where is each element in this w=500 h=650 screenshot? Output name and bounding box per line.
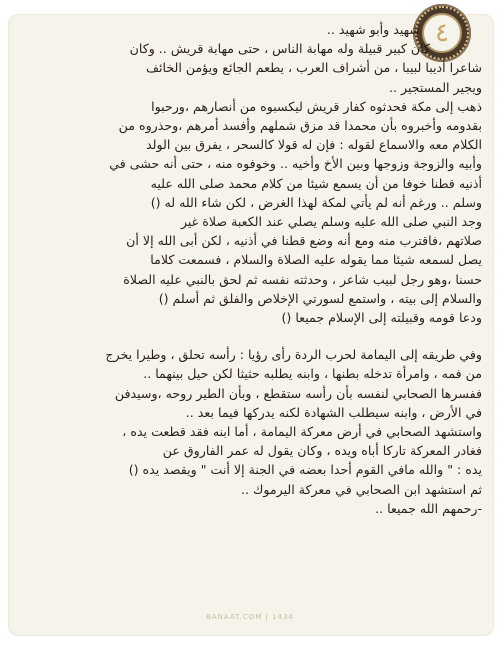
- text-line: شهيد وأبو شهيد ..: [326, 22, 420, 37]
- text-line: والسلام إلى بيته ، واستمع لسورتي الإخلاص والفلق ثم أسلم (): [158, 290, 482, 306]
- text-line: فغادر المعركة تاركا أباه ويده ، وكان يقول له عمر الفاروق عن: [162, 443, 482, 459]
- text-line: صلاتهم ،فاقترب منه ومع أنه وضع قطنا في أذنيه ، لكن أبى الله إلا أن: [126, 233, 482, 249]
- text-line: من فمه ، وامرأة تدخله بطنها ، وابنه يطلبه حثيثا لكن حيل بينهما ..: [143, 366, 482, 382]
- story-text: [14, 20, 482, 518]
- paragraph-2: [14, 345, 482, 518]
- text-line: وأبيه والزوجة وزوجها وبين الأخ وأخيه .. وخوفوه منه ، حتى أنه حشى في: [109, 156, 482, 172]
- text-line: -رحمهم الله جميعا ..: [375, 500, 482, 516]
- text-line: ثم استشهد ابن الصحابي في معركة اليرموك ..: [241, 481, 482, 497]
- text-line: حسنا ،وهو رجل لبيب شاعر ، وحدثته نفسه ثم لحق بالنبي عليه الصلاة: [123, 271, 482, 287]
- text-line: ودعا قومه وقبيلته إلى الإسلام جميعا (): [281, 310, 482, 326]
- text-line: بقدومه وأخبروه بأن محمدا قد مزق شملهم وأفسد أمرهم ،وحذروه من: [118, 118, 482, 134]
- text-line: الكلام معه والاسماع لقوله : فإن له قولا كالسحر ، يفرق بين الولد: [146, 137, 482, 153]
- text-line: يده : " والله مافي القوم أحدا بعضه في الجنة إلا أنت " ويقصد يده (): [128, 462, 482, 478]
- text-line: كان كبير قبيلة وله مهابة الناس ، حتى مهابة قريش .. وكان: [129, 41, 430, 57]
- text-line: ففسرها الصحابي لنفسه بأن رأسه ستقطع ، وبأن الطير روحه ،وسيدفن: [114, 385, 482, 401]
- text-line: في الأرض ، وابنه سيطلب الشهادة لكنه يدركها فيما بعد ..: [185, 404, 482, 420]
- text-line: شاعرا أديبا لبيبا ، من أشراف العرب ، يطعم الجائع ويؤمن الخائف: [145, 60, 482, 76]
- text-line: وسلم .. ورغم أنه لم يأتي لمكة لهذا الغرض ، لكن شاء الله له (): [150, 194, 482, 210]
- text-line: ذهب إلى مكة فحدثوه كفار قريش ليكسبوه من أنصارهم ،ورحبوا: [151, 98, 482, 114]
- watermark: BANAAT.COM | 1434: [206, 613, 294, 621]
- text-line: أذنيه قطنا خوفا من أن يسمع شيئا من كلام محمد صلى الله عليه: [150, 175, 482, 191]
- paragraph-1: [14, 20, 482, 327]
- text-line: يصل لسمعه شيئا مما يقوله عليه الصلاة والسلام ، فسمعت كلاما: [150, 252, 482, 268]
- chapter-number: ٤: [422, 13, 462, 53]
- text-line: وفي طريقه إلى اليمامة لحرب الردة رأى رؤيا : رأسه تحلق ، وطيرا يخرج: [105, 347, 482, 363]
- text-line: وجد النبي صلى الله عليه وسلم يصلي عند الكعبة صلاة غير: [180, 214, 482, 230]
- text-line: واستشهد الصحابي في أرض معركة اليمامة ، أما ابنه فقد قطعت يده ،: [122, 424, 482, 440]
- paragraph-gap: [14, 327, 482, 345]
- text-line: ويجير المستجير ..: [388, 79, 482, 95]
